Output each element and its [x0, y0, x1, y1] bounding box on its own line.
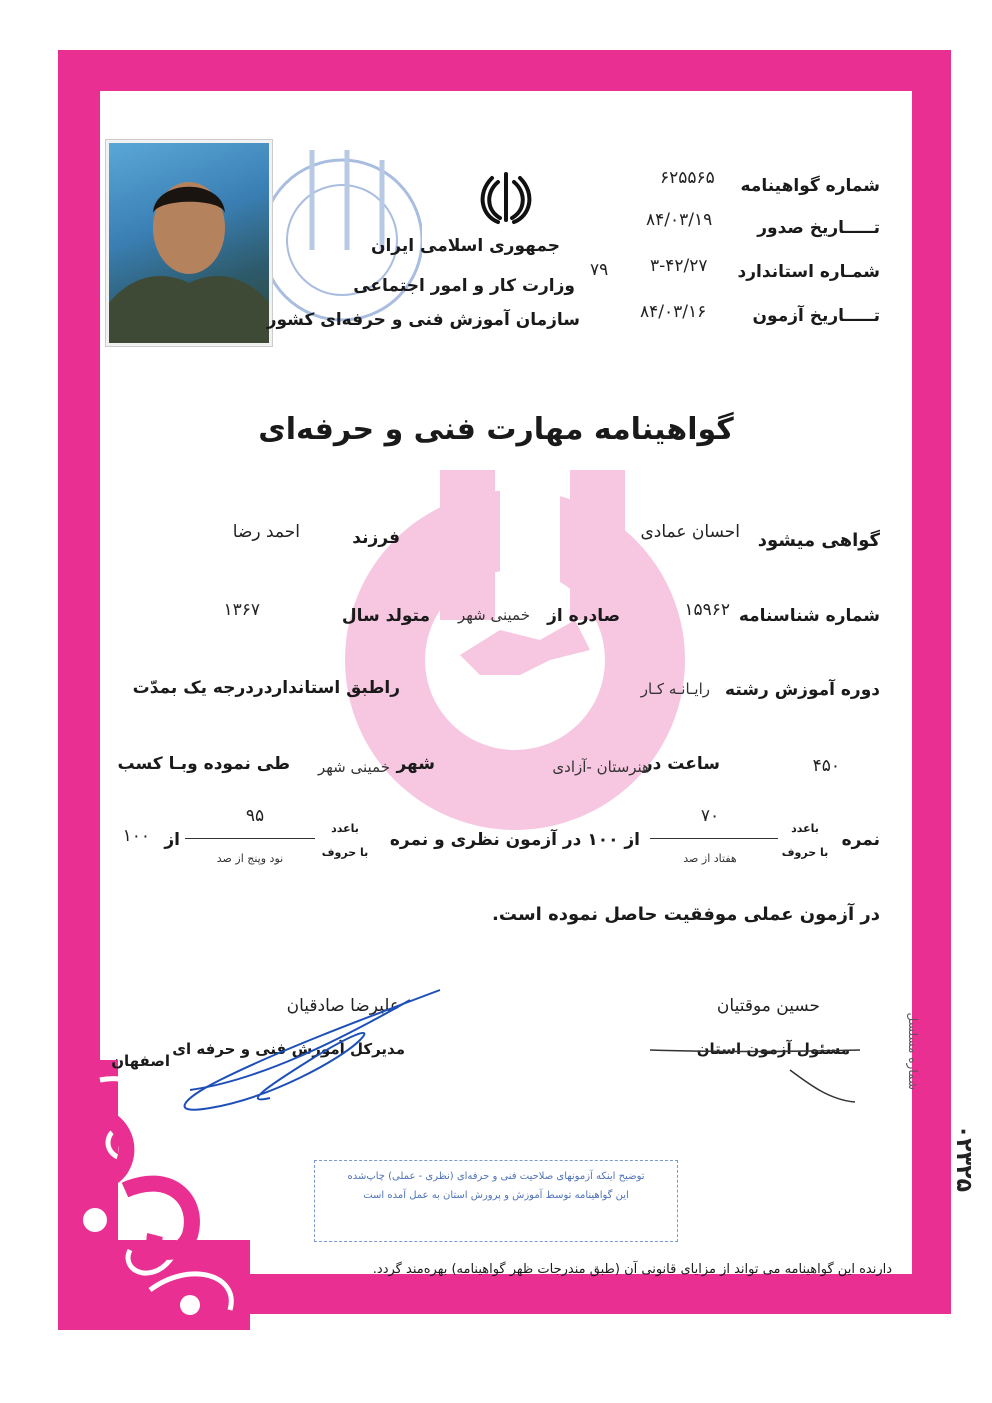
- certificate-number-label: شماره گواهینامه: [740, 176, 880, 196]
- certify-label: گواهی میشود: [757, 530, 880, 551]
- school-name: هنرستان -آزادی: [552, 758, 650, 776]
- serial-number: ۰۲۳۲۵: [951, 1124, 976, 1192]
- standard-grade-text: راطبق استانداردردرجه یک بمدّت: [132, 678, 400, 698]
- issue-date-value: ۸۴/۰۳/۱۹: [646, 210, 713, 230]
- standard-number-extra: ۷۹: [590, 260, 609, 280]
- standard-number-value: ۳-۴۲/۲۷: [650, 256, 708, 276]
- city-label: شهر: [396, 754, 435, 774]
- header-country: جمهوری اسلامی ایران: [370, 236, 560, 256]
- practical-in-words-label: با حروف: [321, 846, 369, 859]
- child-of-label: فرزند: [352, 528, 400, 548]
- theory-in-words-label: با حروف: [781, 846, 829, 859]
- header-ministry: وزارت کار و امور اجتماعی: [353, 276, 575, 296]
- right-signer-title: مسئول آزمون استان: [696, 1040, 850, 1058]
- province-name: اصفهان: [111, 1052, 170, 1070]
- theory-score: ۷۰: [700, 806, 720, 826]
- practical-in-numbers-label: باعدد: [331, 822, 359, 835]
- verification-stamp: [314, 1160, 678, 1242]
- theory-score-words: هفتاد از صد: [683, 852, 737, 865]
- theory-text: از ۱۰۰ در آزمون نظری و نمره: [389, 830, 640, 850]
- standard-number-label: شمـاره استاندارد: [737, 262, 880, 282]
- certificate-title: گواهینامه مهارت فنی و حرفه‌ای: [258, 412, 734, 447]
- id-number-value: ۱۵۹۶۲: [684, 600, 730, 620]
- right-signature-icon: [640, 1030, 870, 1110]
- issued-from-label: صادره از: [547, 606, 620, 626]
- certificate-number-value: ۶۲۵۵۶۵: [660, 168, 715, 188]
- iran-emblem-icon: [478, 170, 534, 226]
- holder-photo: [106, 140, 272, 346]
- issue-date-label: تـــــاريخ صدور: [757, 218, 880, 238]
- right-signer-name: حسین موقتیان: [716, 996, 820, 1016]
- out-of-label: از: [164, 830, 180, 850]
- signature-scribble-icon: [160, 980, 450, 1120]
- out-of-total: ۱۰۰: [122, 826, 150, 846]
- left-signer-title: مدیرکل آموزش فنی و حرفه ای: [172, 1040, 405, 1058]
- birth-year-label: متولد سال: [341, 606, 430, 626]
- course-field-label: دوره آموزش رشته: [725, 680, 880, 700]
- birth-year-value: ۱۳۶۷: [223, 600, 260, 620]
- issued-from-value: خمینی شهر: [457, 606, 530, 624]
- exam-date-value: ۸۴/۰۳/۱۶: [640, 302, 707, 322]
- exam-date-label: تـــــاريخ آزمون: [752, 306, 880, 326]
- grade-label: نمره: [841, 830, 880, 850]
- practical-score-words: نود وپنج از صد: [216, 852, 284, 865]
- practical-score-line: [185, 838, 315, 839]
- result-statement: در آزمون عملی موفقیت حاصل نموده است.: [492, 904, 880, 925]
- holder-name: احسان عمادی: [640, 522, 740, 542]
- theory-in-numbers-label: باعدد: [791, 822, 819, 835]
- course-field-value: رایـانـه کـار: [640, 680, 710, 698]
- city-value: خمینی شهر: [317, 758, 390, 776]
- completed-text: طی نموده وبـا کسب: [117, 754, 290, 774]
- serial-label: شماره مسلسل: [906, 1012, 920, 1090]
- footer-note: دارنده این گواهینامه می تواند از مزایای قانونی آن (طبق مندرجات ظهر گواهینامه) بهره‌مند گردد.: [372, 1262, 892, 1277]
- hours-value: ۴۵۰: [812, 756, 840, 776]
- header-organization: سازمان آموزش فنی و حرفه‌ای کشور: [266, 310, 580, 330]
- practical-score: ۹۵: [245, 806, 265, 826]
- hours-label: ساعت در: [642, 754, 720, 774]
- stamp-line-2: این گواهینامه توسط آموزش و پرورش استان به عمل آمده است: [363, 1190, 629, 1201]
- stamp-line-1: توضیح اینکه آزمونهای صلاحیت فنی و حرفه‌ای (نظری - عملی) چاپ‌شده: [347, 1171, 645, 1182]
- theory-score-line: [650, 838, 778, 839]
- id-number-label: شماره شناسنامه: [738, 606, 880, 626]
- left-signer-name: علیرضا صادقیان: [286, 996, 400, 1016]
- father-name: احمد رضا: [232, 522, 300, 542]
